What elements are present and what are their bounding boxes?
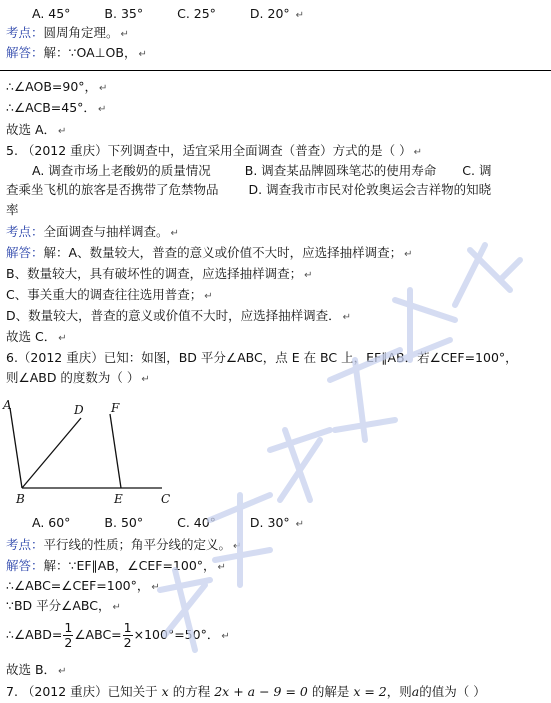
q6-step-3-lhs: ∴∠ABD= bbox=[6, 627, 63, 642]
jieda-label: 解答： bbox=[6, 558, 44, 573]
segment-ef bbox=[110, 414, 121, 488]
q4-option-d: D. 20° bbox=[249, 6, 290, 21]
q5-option-c-start: C. 调 bbox=[462, 163, 492, 178]
q5-kaodian bbox=[6, 224, 179, 242]
paragraph-mark: ↵ bbox=[120, 29, 129, 40]
q6-option-b: B. 50° bbox=[104, 515, 144, 530]
q5-step-2 bbox=[6, 287, 213, 305]
paragraph-mark: ↵ bbox=[404, 249, 413, 260]
jieda-label: 解答： bbox=[6, 245, 44, 260]
paragraph-mark: ↵ bbox=[112, 602, 121, 613]
paragraph-mark: ↵ bbox=[413, 147, 423, 158]
q6-answer-text: 故选 B． bbox=[6, 662, 57, 677]
paragraph-mark: ↵ bbox=[151, 582, 160, 593]
q6-option-d: D. 30° bbox=[249, 515, 290, 530]
q7-stem-part-c: 的解是 bbox=[311, 684, 350, 699]
q4-jieda-text: 解：∵OA⊥OB， bbox=[43, 45, 137, 60]
q5-answer-text: 故选 C． bbox=[6, 329, 57, 344]
q6-jieda-text: 解：∵EF∥AB，∠CEF=100°， bbox=[43, 558, 216, 573]
label-d: D bbox=[74, 403, 84, 417]
label-a: A bbox=[3, 398, 12, 412]
kaodian-label: 考点： bbox=[6, 25, 44, 40]
q5-option-c-rest: 查乘坐飞机的旅客是否携带了危禁物品 bbox=[6, 182, 219, 197]
q4-answer-text: 故选 A． bbox=[6, 122, 57, 137]
q7-equation: 2x + a − 9 = 0 bbox=[214, 684, 308, 699]
q5-step-3 bbox=[6, 308, 351, 326]
paragraph-mark: ↵ bbox=[58, 666, 67, 677]
q4-answer bbox=[6, 122, 66, 140]
q6-stem-1 bbox=[6, 350, 518, 366]
fraction-denominator: 2 bbox=[123, 635, 132, 650]
q7-stem-part-d: ，则 bbox=[386, 684, 412, 699]
fraction-numerator: 1 bbox=[123, 620, 132, 635]
q7-var-a: a bbox=[411, 684, 420, 699]
segment-ab bbox=[10, 408, 22, 488]
q5-step-3-text: D、数量较大，普查的意义或价值不大时，应选择抽样调查． bbox=[6, 308, 341, 323]
q5-jieda-text: 解：A、数量较大，普查的意义或价值不大时，应选择抽样调查； bbox=[43, 245, 403, 260]
q7-stem bbox=[6, 684, 486, 700]
q4-option-c: C. 25° bbox=[177, 6, 216, 21]
q4-step-2 bbox=[6, 100, 106, 118]
paragraph-mark: ↵ bbox=[342, 312, 352, 323]
q5-step-1 bbox=[6, 266, 312, 284]
paragraph-mark: ↵ bbox=[233, 541, 242, 552]
q5-step-2-text: C、事关重大的调查往往选用普查； bbox=[6, 287, 203, 302]
q5-option-d-rest: 率 bbox=[6, 202, 19, 217]
paragraph-mark: ↵ bbox=[204, 291, 213, 302]
kaodian-label: 考点： bbox=[6, 537, 44, 552]
q4-options-row bbox=[32, 6, 304, 24]
kaodian-label: 考点： bbox=[6, 224, 44, 239]
page-break-rule bbox=[0, 70, 551, 71]
q6-options-row bbox=[32, 515, 304, 533]
fraction-half-2 bbox=[123, 621, 133, 650]
q4-step-1-text: ∴∠AOB=90°， bbox=[6, 79, 98, 94]
q6-jieda bbox=[6, 558, 226, 576]
q6-step-3-mid: ∠ABC= bbox=[74, 627, 122, 642]
q7-solution: x = 2 bbox=[353, 684, 387, 699]
q5-kaodian-text: 全面调查与抽样调查。 bbox=[43, 224, 169, 239]
jieda-label: 解答： bbox=[6, 45, 44, 60]
paragraph-mark: ↵ bbox=[99, 83, 108, 94]
q6-option-c: C. 40° bbox=[177, 515, 216, 530]
q6-option-a: A. 60° bbox=[32, 515, 71, 530]
q6-answer bbox=[6, 662, 66, 680]
q5-stem-text: 5. （2012 重庆）下列调查中，适宜采用全面调查（普查）方式的是（ ） bbox=[6, 143, 412, 158]
paragraph-mark: ↵ bbox=[221, 631, 230, 642]
q4-step-1 bbox=[6, 79, 107, 97]
paragraph-mark: ↵ bbox=[217, 562, 226, 573]
label-c: C bbox=[161, 492, 171, 506]
q4-step-2-text: ∴∠ACB=45°． bbox=[6, 100, 96, 115]
q6-stem-2 bbox=[6, 370, 150, 388]
label-e: E bbox=[114, 492, 123, 506]
paragraph-mark: ↵ bbox=[138, 49, 147, 60]
q6-step-2-text: ∵BD 平分∠ABC， bbox=[6, 598, 111, 613]
q7-stem-part-a: 7. （2012 重庆）已知关于 bbox=[6, 684, 158, 699]
paragraph-mark: ↵ bbox=[97, 104, 107, 115]
q5-option-b: B. 调查某品牌圆珠笔芯的使用寿命 bbox=[244, 163, 437, 178]
q5-stem bbox=[6, 143, 422, 161]
fraction-numerator: 1 bbox=[64, 620, 73, 635]
q7-stem-part-e: 的值为（ ） bbox=[419, 684, 486, 699]
q4-kaodian-text: 圆周角定理。 bbox=[43, 25, 119, 40]
q6-stem-2-text: 则∠ABD 的度数为（ ） bbox=[6, 370, 140, 385]
paragraph-mark: ↵ bbox=[170, 228, 179, 239]
segment-bd bbox=[22, 418, 81, 488]
q6-step-3-rhs: ×100°=50°． bbox=[133, 627, 220, 642]
q6-kaodian-text: 平行线的性质；角平分线的定义。 bbox=[43, 537, 232, 552]
q4-option-b: B. 35° bbox=[104, 6, 144, 21]
q5-jieda bbox=[6, 245, 412, 263]
fraction-denominator: 2 bbox=[64, 635, 73, 650]
q7-var-x: x bbox=[161, 684, 169, 699]
q6-step-3 bbox=[6, 620, 230, 652]
q6-kaodian bbox=[6, 537, 241, 555]
q5-options-row-2 bbox=[6, 182, 491, 198]
q7-stem-part-b: 的方程 bbox=[172, 684, 211, 699]
label-f: F bbox=[111, 401, 120, 415]
q6-step-2 bbox=[6, 598, 121, 616]
q4-option-a: A. 45° bbox=[32, 6, 71, 21]
q5-step-1-text: B、数量较大，具有破坏性的调查，应选择抽样调查； bbox=[6, 266, 303, 281]
q5-options-row-1 bbox=[32, 163, 491, 179]
q6-geometry-figure bbox=[0, 396, 200, 511]
paragraph-mark: ↵ bbox=[141, 374, 150, 385]
q6-step-1 bbox=[6, 578, 160, 596]
paragraph-mark: ↵ bbox=[58, 126, 67, 137]
q5-option-d: D. 调查我市市民对伦敦奥运会吉祥物的知晓 bbox=[248, 182, 492, 197]
paragraph-mark: ↵ bbox=[58, 333, 67, 344]
q4-jieda bbox=[6, 45, 147, 63]
fraction-half-1 bbox=[63, 621, 73, 650]
paragraph-mark: ↵ bbox=[304, 270, 313, 281]
q5-option-a: A. 调查市场上老酸奶的质量情况 bbox=[32, 163, 211, 178]
paragraph-mark: ↵ bbox=[295, 519, 305, 530]
q5-options-row-3 bbox=[6, 202, 19, 218]
q5-answer bbox=[6, 329, 67, 347]
q6-stem-1-text: 6.（2012 重庆）已知：如图，BD 平分∠ABC，点 E 在 BC 上，EF∥AB．若∠CEF=100°， bbox=[6, 350, 518, 365]
label-b: B bbox=[16, 492, 25, 506]
q4-kaodian bbox=[6, 25, 129, 43]
q6-step-1-text: ∴∠ABC=∠CEF=100°， bbox=[6, 578, 150, 593]
paragraph-mark: ↵ bbox=[295, 10, 305, 21]
